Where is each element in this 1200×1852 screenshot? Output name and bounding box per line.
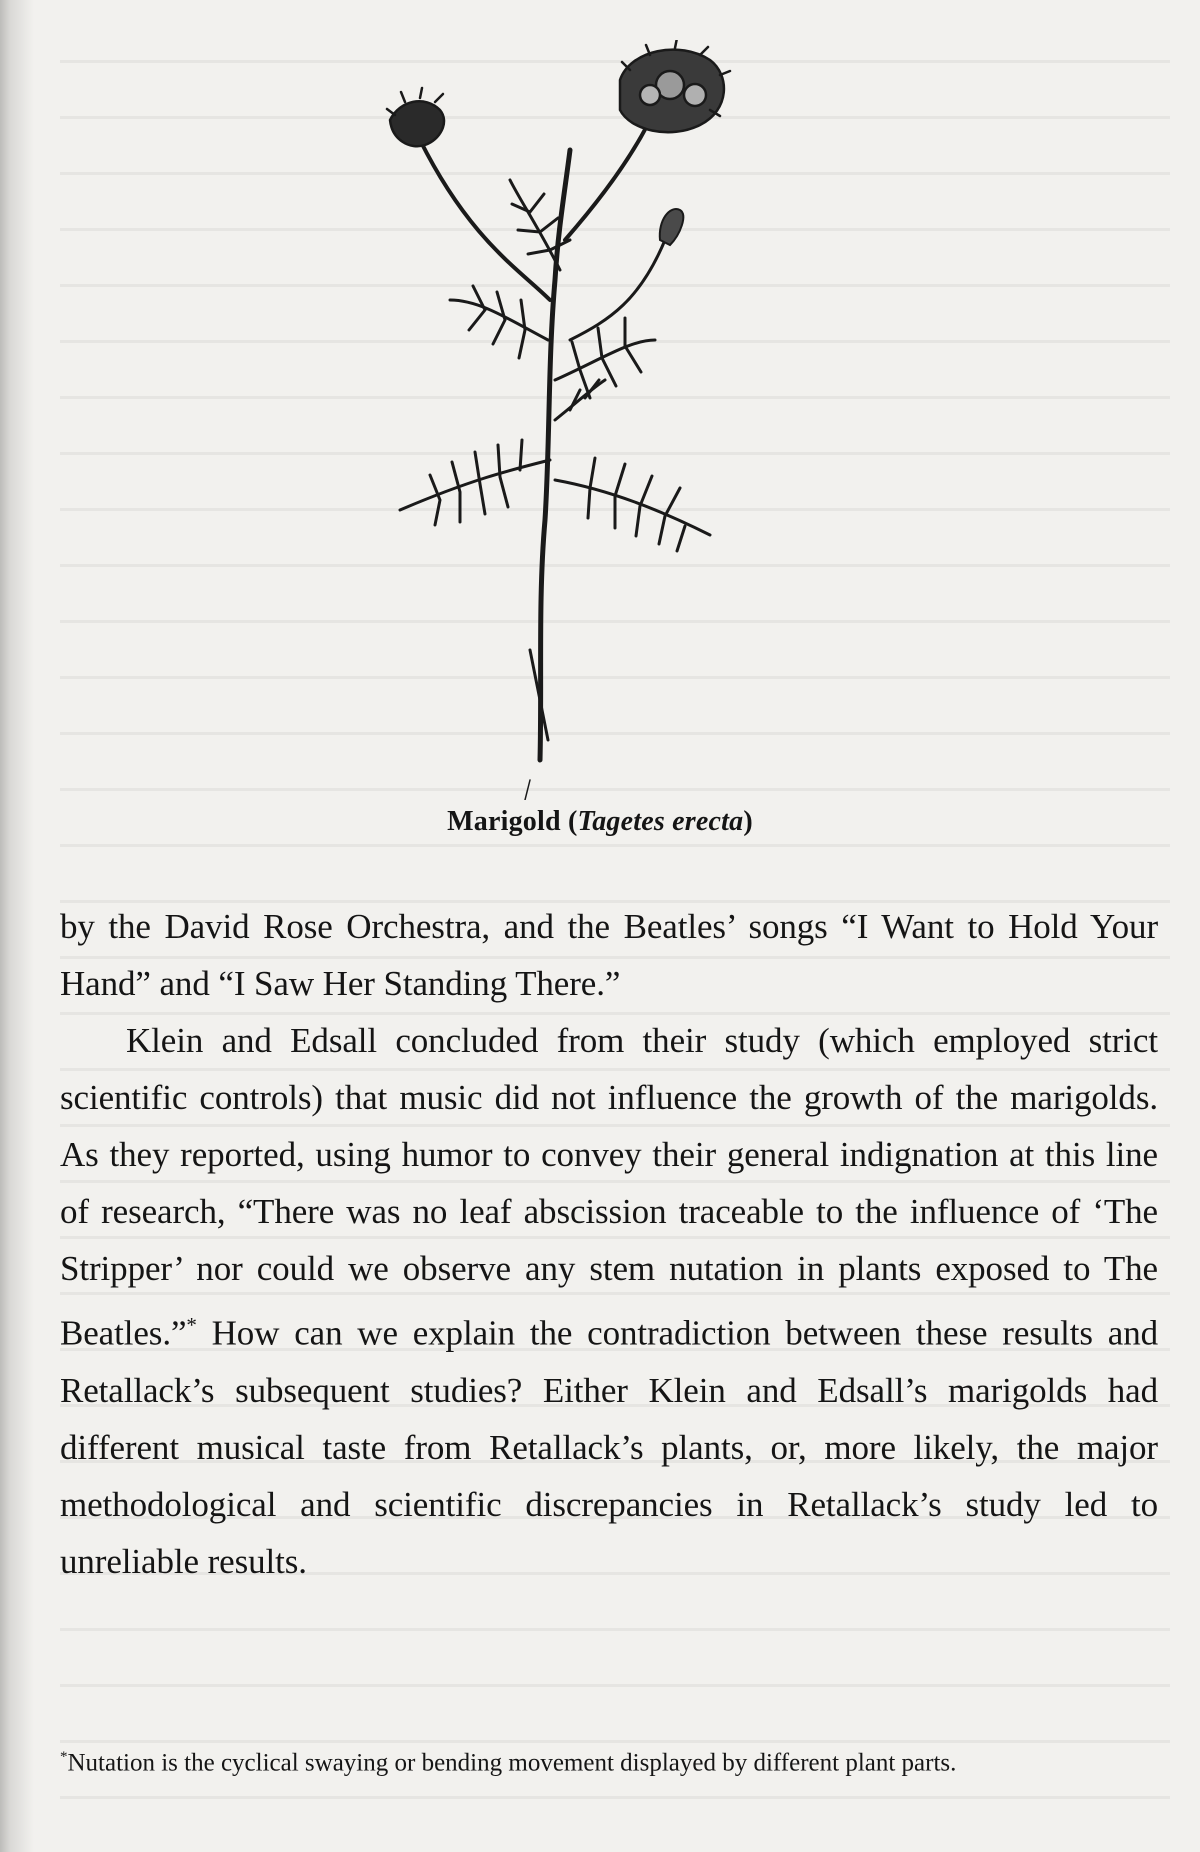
caption-common-name: Marigold bbox=[447, 806, 561, 837]
caption-paren-open: ( bbox=[560, 806, 578, 837]
caption-paren-close: ) bbox=[743, 806, 753, 837]
footnote-marker: * bbox=[60, 1749, 68, 1765]
paragraph-1: by the David Rose Orchestra, and the Beatles’ songs “I Want to Hold Your Hand” and “I Saw Her Standing There.” bbox=[60, 907, 1158, 1003]
paragraph-2-part-b: How can we explain the contradiction between these results and Retallack’s subsequent studies? Either Klein and Edsall’s marigolds had different musical taste from Retallack’s plants, or, more likely, the major methodological and scientific discrepancies in Retallack’s study led to unreliable results. bbox=[60, 1313, 1158, 1581]
paragraph-2-part-a: Klein and Edsall concluded from their study (which employed strict scientific controls) that music did not influence the growth of the marigolds. As they reported, using humor to convey their general indignation at this line of research, “There was no leaf abscission traceable to the influence of ‘The Stripper’ nor could we observe any stem nutation in plants exposed to The Beatles.” bbox=[60, 1021, 1158, 1353]
footnote-text: Nutation is the cyclical swaying or bending movement displayed by different plant parts. bbox=[67, 1749, 957, 1777]
footnote bbox=[60, 1738, 1158, 1782]
figure-caption bbox=[0, 806, 1200, 838]
paragraph-2 bbox=[60, 1012, 1158, 1590]
marigold-illustration bbox=[380, 40, 860, 800]
body-text bbox=[60, 898, 1158, 1590]
footnote-reference: * bbox=[186, 1313, 197, 1337]
caption-latin-name: Tagetes erecta bbox=[577, 806, 744, 837]
